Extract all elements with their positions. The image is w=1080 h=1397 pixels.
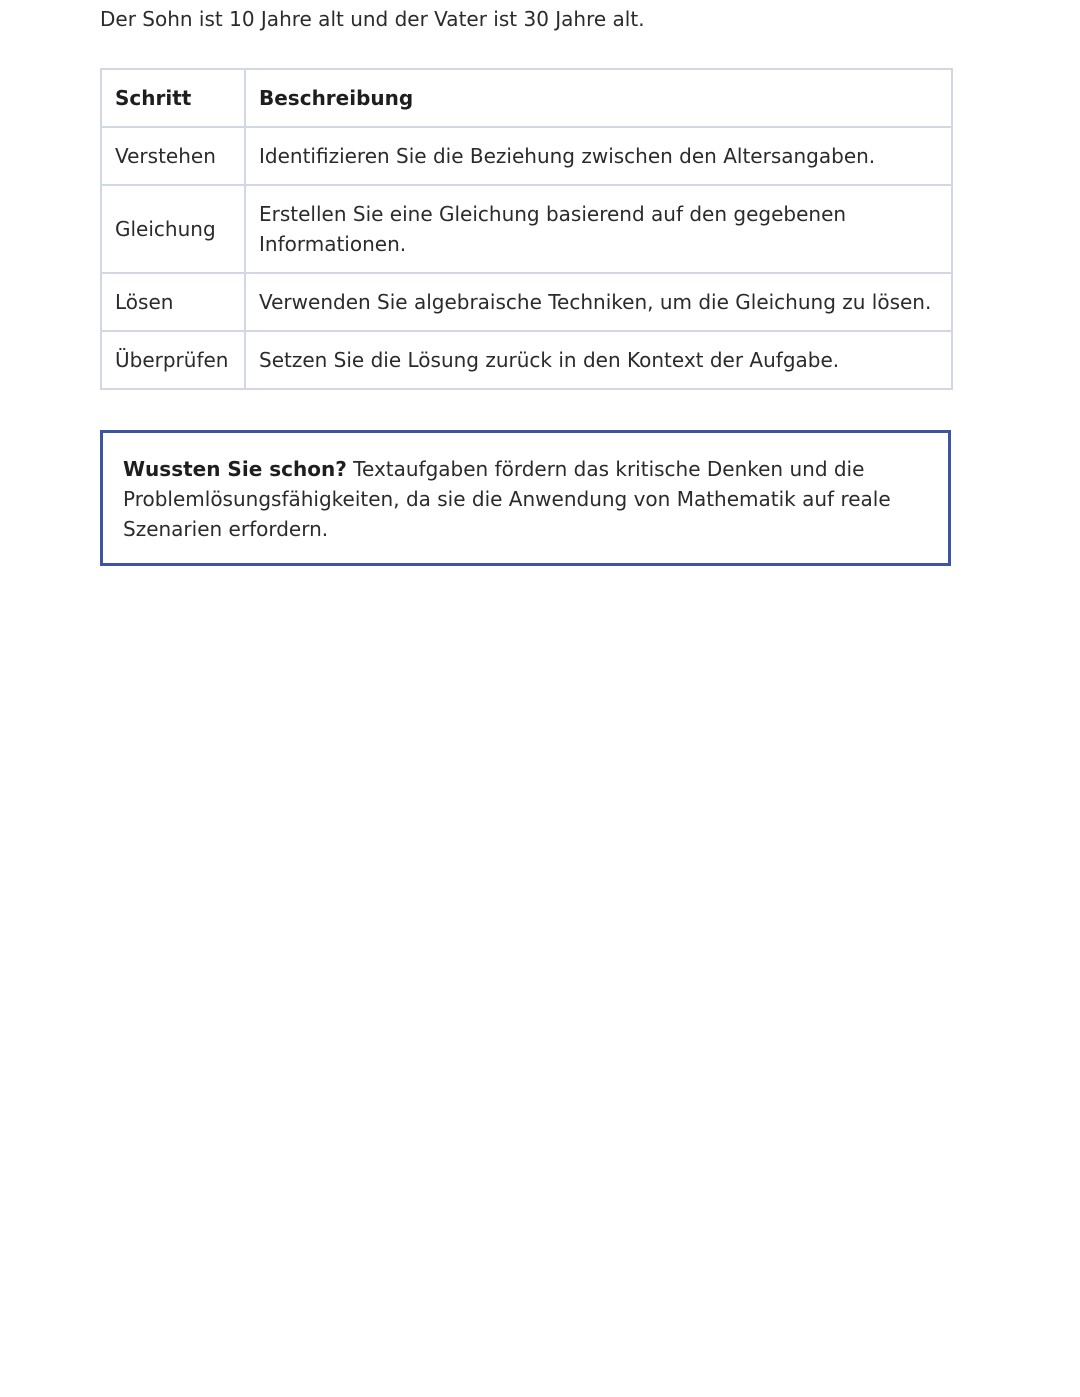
table-row xyxy=(101,273,952,331)
description-cell: Identifizieren Sie die Beziehung zwischen den Altersangaben. xyxy=(245,127,952,185)
table-row xyxy=(101,185,952,273)
step-cell: Gleichung xyxy=(101,185,245,273)
description-cell: Setzen Sie die Lösung zurück in den Kontext der Aufgabe. xyxy=(245,331,952,389)
step-cell: Überprüfen xyxy=(101,331,245,389)
tip-label: Wussten Sie schon? xyxy=(123,457,347,481)
table-row xyxy=(101,127,952,185)
description-cell: Erstellen Sie eine Gleichung basierend auf den gegebenen Informationen. xyxy=(245,185,952,273)
table-header-row xyxy=(101,69,952,127)
column-header-step: Schritt xyxy=(101,69,245,127)
column-header-description: Beschreibung xyxy=(245,69,952,127)
document-content xyxy=(100,0,951,566)
table-row xyxy=(101,331,952,389)
tip-text: Textaufgaben fördern das kritische Denken und die Problemlösungsfähigkeiten, da sie die Anwendung von Mathematik auf reale Szenarien erfordern. xyxy=(123,457,891,541)
step-cell: Lösen xyxy=(101,273,245,331)
step-cell: Verstehen xyxy=(101,127,245,185)
description-cell: Verwenden Sie algebraische Techniken, um die Gleichung zu lösen. xyxy=(245,273,952,331)
steps-table xyxy=(100,68,953,390)
did-you-know-box xyxy=(100,430,951,566)
intro-paragraph: Der Sohn ist 10 Jahre alt und der Vater ist 30 Jahre alt. xyxy=(100,7,645,31)
